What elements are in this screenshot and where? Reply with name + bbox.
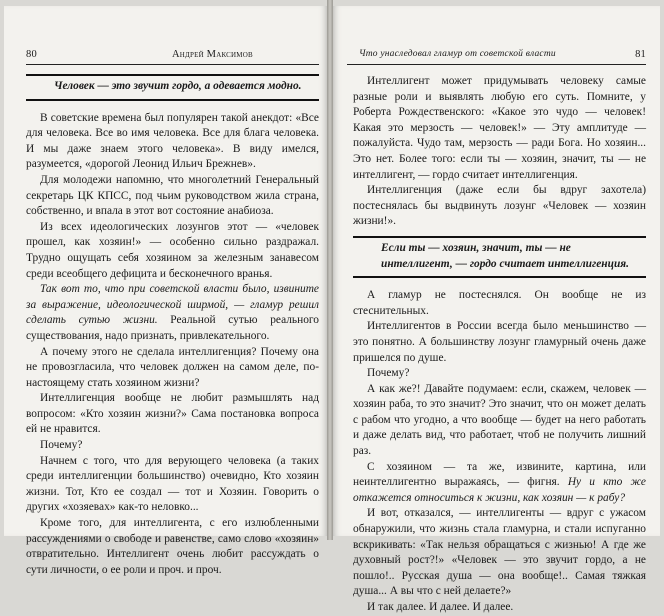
paragraph: Начнем с того, что для верующего человека (а таких среди интеллигенции большинство) очевидно, Кто хозяин жизни. Тот, Кто ее создал — тот и Хозяин. Говорить о других «хозяевах» как-то неловко... bbox=[26, 454, 319, 514]
paragraph: Кроме того, для интеллигента, с его излюбленными рассуждениями о свободе и равенстве, само слово «хозяин» отвратительно. Интеллигент очень любит рассуждать о сути личности, о ее роли и проч. и проч. bbox=[26, 517, 319, 576]
paragraph: И так далее. И далее. И далее. bbox=[367, 601, 514, 613]
paragraph: В советские времена был популярен такой анекдот: «Все для человека. Все во имя человека. Все для блага человека. И мы даже знаем этого человека». В виду имелся, разумеется, «дорогой Леонид Ильич Брежнев». bbox=[26, 111, 319, 171]
paragraph: А почему этого не сделала интеллигенция? Почему она не провозгласила, что человек должен на самом деле, по-настоящему стать хозяином жизни? bbox=[26, 345, 319, 389]
italic-sentence: Так вот то, что при советской власти было, извините за выражение, идеологической ширмой, — гламур решил сделать сутью жизни. bbox=[26, 283, 319, 327]
left-page-number: 80 bbox=[26, 49, 37, 60]
right-body-text bbox=[353, 74, 646, 616]
paragraph: Почему? bbox=[40, 439, 83, 452]
paragraph: Почему? bbox=[367, 367, 410, 380]
paragraph-mixed bbox=[353, 460, 646, 507]
paragraph: А как же?! Давайте подумаем: если, скажем, человек — хозяин раба, то это значит? Это значит, что он может делать с рабом что угодно, а что вообще — будет на него работать и даже делать вид, что работает, чтоб не получить лишний раз. bbox=[353, 382, 646, 458]
right-header-rule bbox=[347, 64, 646, 65]
mixed-start: С хозяином — та же, извините, картина, или неинтеллигентно выражаясь, — фигня. bbox=[353, 460, 646, 489]
paragraph: Интеллигентов в России всегда было меньшинство — это понятно. А большинству лозунг гламурный очень даже пришелся по душе. bbox=[353, 320, 646, 364]
italic-followup: Реальной сутью реального существования, надо признать, привлекательного. bbox=[26, 314, 319, 342]
paragraph: Интеллигенция (даже если бы вдруг захотела) постеснялась бы выдвинуть лозунг «Человек — хозяин жизни!». bbox=[353, 184, 646, 228]
right-callout: Если ты — хозяин, значит, ты — не интеллигент, — гордо считает интеллигенция. bbox=[353, 236, 646, 278]
mixed-italic: Ну и кто же откажется относиться к жизни, как хозяин — к рабу? bbox=[353, 476, 646, 504]
left-header-rule bbox=[26, 64, 319, 65]
right-page bbox=[333, 6, 660, 613]
paragraph-mixed bbox=[26, 282, 319, 344]
paragraph: Интеллигент может придумывать человеку самые разные роли и выявлять любую его суть. Помните, у Роберта Рождественского: «Какое это чудо — человек! Какая это мерзость — человек!» — Эту амплитуде — пожалуйста. Чудо там, мерзость — ради Бога. Но хозяин... Это нет. Более того: если ты — хозяин, значит, ты — не интеллигент, — гордо считает интеллигенция. bbox=[353, 75, 646, 181]
right-running-title: Что унаследовал гламур от советской власти bbox=[359, 49, 556, 59]
paragraph: И вот, отказался, — интеллигенты — вдруг с ужасом обнаружили, что жизнь стала гламурна, и стали испуганно вскрикивать: «Так нельзя обращаться с жизнью! А где же духовный рост?!» «Человек — это звучит гордо, а не пошло!.. Русская душа — она вообще!.. Самая тяжкая душа... А вы что с ней делаете?» bbox=[353, 507, 646, 598]
right-page-number: 81 bbox=[635, 49, 646, 60]
paragraph: Для молодежи напомню, что многолетний Генеральный секретарь ЦК КПСС, под чьим руководством жила страна, собственно, и впала в этот вот состояние анабиоза. bbox=[26, 173, 319, 218]
left-running-title: Андрей Максимов bbox=[172, 49, 253, 60]
paragraph: Из всех идеологических лозунгов этот — «человек прошел, как хозяин!» — особенно сильно раздражал. Трудно ощущать себя хозяином за железным занавесом среди всеобщего дефицита и бесконечного вранья. bbox=[26, 220, 319, 280]
left-body-text bbox=[26, 74, 319, 578]
left-page bbox=[4, 6, 327, 576]
left-callout: Человек — это звучит гордо, а одевается модно. bbox=[26, 74, 319, 101]
paragraph: А гламур не постеснялся. Он вообще не из стеснительных. bbox=[353, 289, 646, 317]
paragraph: Интеллигенция вообще не любит размышлять над вопросом: «Кто хозяин жизни?» Сама постановка вопроса ей не нравится. bbox=[26, 392, 319, 436]
